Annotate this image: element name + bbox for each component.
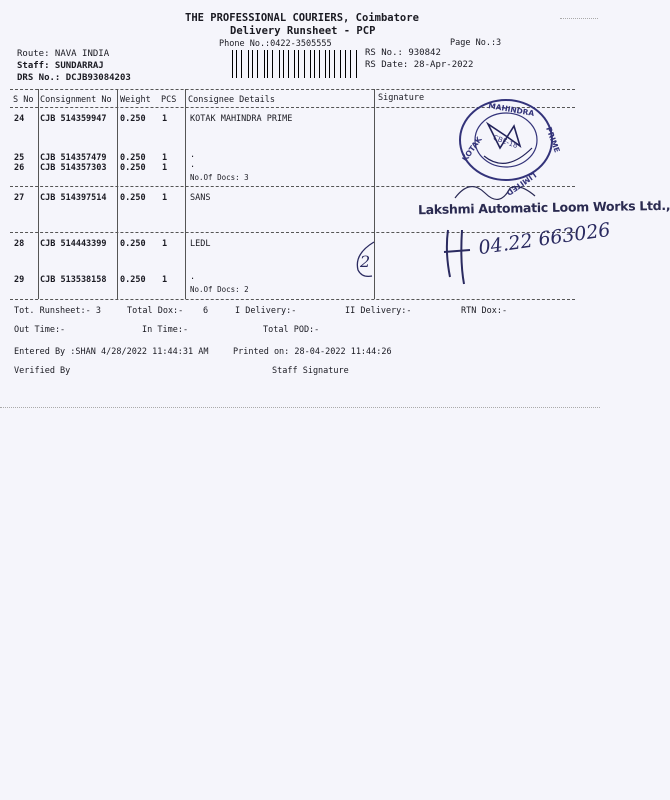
seal-text: KOTAK (460, 135, 484, 164)
barcode-bar (340, 50, 341, 78)
barcode-bar (325, 50, 326, 78)
route-label: Route: NAVA INDIA (17, 49, 110, 59)
barcode-bar (240, 50, 241, 78)
col-divider-2 (117, 89, 118, 299)
scan-artifact-line (0, 407, 600, 409)
barcode-bar (283, 50, 284, 78)
barcode-bar (329, 50, 330, 78)
header-weight: Weight (120, 95, 151, 105)
printed-on: Printed on: 28-04-2022 11:44:26 (233, 347, 392, 357)
ii-delivery: II Delivery:- (345, 306, 412, 316)
table-row-pcs: 1 (162, 239, 168, 249)
table-top-rule (10, 89, 575, 90)
table-row-details: LEDL (190, 239, 211, 249)
header-sno: S No (13, 95, 34, 105)
rs-date: RS Date: 28-Apr-2022 (365, 60, 474, 70)
verified-by: Verified By (14, 366, 71, 376)
table-bottom-rule (10, 299, 575, 300)
table-row-pcs: 1 (162, 193, 168, 203)
table-row-sno: 24 (14, 114, 25, 124)
table-row-pcs: 1 (162, 153, 168, 163)
table-row-weight: 0.250 (120, 114, 146, 124)
seal-text: MAHINDRA (487, 101, 535, 119)
table-row-weight: 0.250 (120, 153, 146, 163)
table-row-consignment: CJB 514443399 (40, 239, 107, 249)
seal-text: LIMITED (504, 170, 539, 198)
table-row-consignment: CJB 514397514 (40, 193, 107, 203)
in-time: In Time:- (142, 325, 189, 335)
handwritten-number: 04.22 663026 (477, 218, 612, 260)
barcode-bar (301, 50, 302, 78)
col-divider-1 (38, 89, 39, 299)
barcode-bar (275, 50, 276, 78)
staff-label: Staff: SUNDARRAJ (17, 61, 104, 71)
table-row-sno: 27 (14, 193, 25, 203)
table-row-pcs: 1 (162, 275, 168, 285)
handwritten-signature (440, 222, 480, 292)
company-title: THE PROFESSIONAL COURIERS, Coimbatore (185, 12, 419, 24)
table-row-details: SANS (190, 193, 211, 203)
header-signature: Signature (378, 93, 425, 103)
table-row-weight: 0.250 (120, 239, 146, 249)
docs-count-note: No.Of Docs: 2 (190, 285, 249, 294)
table-row-pcs: 1 (162, 163, 168, 173)
barcode-bar (337, 50, 338, 78)
table-row-pcs: 1 (162, 114, 168, 124)
col-divider-3 (185, 89, 186, 299)
barcode-bar (317, 50, 318, 78)
barcode-bar (356, 50, 357, 78)
company-stamp: Lakshmi Automatic Loom Works Ltd., (417, 197, 670, 218)
drs-number: DRS No.: DCJB93084203 (17, 73, 131, 83)
barcode (232, 50, 360, 78)
barcode-bar (304, 50, 305, 78)
header-consignee: Consignee Details (188, 95, 275, 105)
table-row-weight: 0.250 (120, 275, 146, 285)
staff-signature: Staff Signature (272, 366, 349, 376)
table-row-consignment: CJB 514357479 (40, 153, 107, 163)
table-row-details: KOTAK MAHINDRA PRIME (190, 114, 293, 124)
handwritten-mark: 2 (360, 252, 371, 271)
entered-by: Entered By :SHAN 4/28/2022 11:44:31 AM (14, 347, 209, 357)
handwritten-bracket (352, 240, 382, 280)
tot-runsheet: Tot. Runsheet:- 3 (14, 306, 101, 316)
table-row-weight: 0.250 (120, 163, 146, 173)
table-row-consignment: CJB 514359947 (40, 114, 107, 124)
header-pcs: PCS (161, 95, 177, 105)
table-row-details: . (190, 272, 196, 282)
table-row-sno: 29 (14, 275, 25, 285)
table-row-weight: 0.250 (120, 193, 146, 203)
total-dox-value: 6 (203, 306, 209, 316)
total-dox-label: Total Dox:- (127, 306, 184, 316)
i-delivery: I Delivery:- (235, 306, 297, 316)
table-row-sno: 25 (14, 153, 25, 163)
barcode-bar (311, 50, 312, 78)
barcode-bar (232, 50, 233, 78)
table-row-details: . (190, 160, 196, 170)
rs-number: RS No.: 930842 (365, 48, 441, 58)
barcode-bar (279, 50, 280, 78)
scan-artifact-line (560, 18, 598, 20)
docs-count-note: No.Of Docs: 3 (190, 173, 249, 182)
out-time: Out Time:- (14, 325, 66, 335)
barcode-bar (267, 50, 268, 78)
group-rule-2 (10, 232, 575, 233)
barcode-bar (259, 50, 260, 78)
rtn-dox: RTN Dox:- (461, 306, 508, 316)
barcode-bar (291, 50, 292, 78)
table-row-sno: 26 (14, 163, 25, 173)
page-number: Page No.:3 (450, 38, 502, 48)
barcode-bar (255, 50, 256, 78)
seal-text: PRIME (544, 125, 562, 154)
barcode-bar (252, 50, 253, 78)
table-row-consignment: CJB 514357303 (40, 163, 107, 173)
kotak-seal-stamp (448, 96, 562, 198)
barcode-bar (348, 50, 349, 78)
table-row-sno: 28 (14, 239, 25, 249)
runsheet-title: Delivery Runsheet - PCP (230, 25, 376, 37)
seal-center-text: CBE-18 (491, 133, 519, 151)
table-row-consignment: CJB 513538158 (40, 275, 107, 285)
total-pod: Total POD:- (263, 325, 320, 335)
barcode-bar (241, 50, 242, 78)
phone-number: Phone No.:0422-3505555 (219, 39, 332, 49)
table-row-details: . (190, 150, 196, 160)
header-consignment: Consignment No (40, 95, 112, 105)
